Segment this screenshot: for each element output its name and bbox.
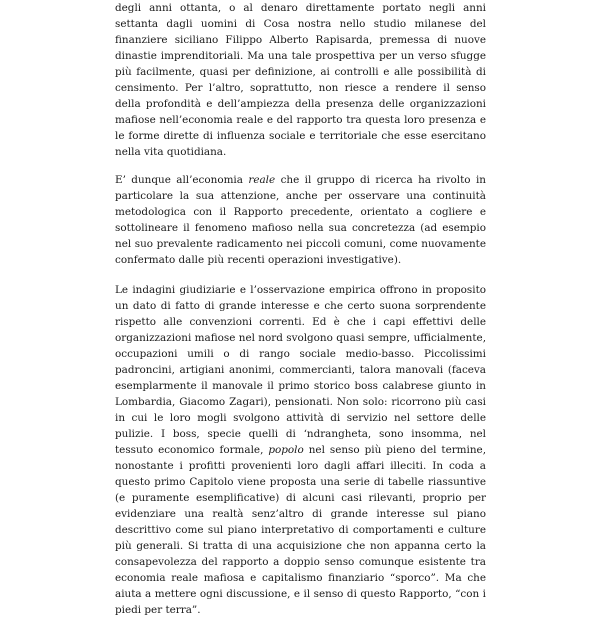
paragraph-3-text-after: nel senso più pieno del termine, nonostante i profitti provenienti loro dagli affari illeciti. In coda a questo primo Capitolo viene proposta una serie di tabelle riassuntive (e puramente esemplificative) di alcuni casi rilevanti, proprio per evidenziare una realtà senz’altro di grande interesse sul piano descrittivo come sul piano interpretativo di comportamenti e culture più generali. Si tratta di una acquisizione che non appanna certo la consapevolezza del rapporto a doppio senso comunque esistente tra economia reale mafiosa e capitalismo finanziario “sporco”. Ma che aiuta a mettere ogni discussione, e il senso di questo Rapporto, “con i piedi per terra”. <box>115 444 487 616</box>
paragraph-spacer <box>115 268 486 282</box>
paragraph-1-text: degli anni ottanta, o al denaro direttamente portato negli anni settanta dagli uomini di Cosa nostra nello studio milanese del finanziere siciliano Filippo Alberto Rapisarda, premessa di nuove dinastie imprenditoriali. Ma una tale prospettiva per un verso sfugge più facilmente, quasi per definizione, ai controlli e alle possibilità di censimento. Per l’altro, soprattutto, non riesce a rendere il senso della profondità e dell’ampiezza della presenza delle organizzazioni mafiose nell’economia reale e del rapporto tra questa loro presenza e le forme dirette di influenza sociale e territoriale che esse esercitano nella vita quotidiana. <box>115 2 486 158</box>
paragraph-3-emphasis: popolo <box>268 444 304 456</box>
document-page <box>115 0 486 618</box>
paragraph-2-emphasis: reale <box>248 174 276 186</box>
paragraph-2-text-after: che il gruppo di ricerca ha rivolto in particolare la sua attenzione, anche per osservare una continuità metodologica con il Rapporto precedente, orientato a cogliere e sottolineare il fenomeno mafioso nella sua concretezza (ad esempio nel suo prevalente radicamento nei piccoli comuni, come nuovamente confermato dalle più recenti operazioni investigative). <box>115 174 487 266</box>
paragraph-3 <box>115 282 486 618</box>
paragraph-1 <box>115 0 486 160</box>
paragraph-2-text-before: E’ dunque all’economia <box>115 174 249 186</box>
paragraph-3-text-before: Le indagini giudiziarie e l’osservazione empirica offrono in proposito un dato di fatto di grande interesse e che certo suona sorprendente rispetto alle convenzioni correnti. Ed è che i capi effettivi delle organizzazioni mafiose nel nord svolgono quasi sempre, ufficialmente, occupazioni umili o di rango sociale medio-basso. Piccolissimi padroncini, artigiani anonimi, commercianti, talora manovali (faceva esemplarmente il manovale il primo storico boss calabrese giunto in Lombardia, Giacomo Zagari), pensionati. Non solo: ricorrono più casi in cui le loro mogli svolgono attività di servizio nel settore delle pulizie. I boss, specie quelli di ‘ndrangheta, sono insomma, nel tessuto economico formale, <box>115 284 486 456</box>
paragraph-spacer <box>115 160 486 172</box>
paragraph-2 <box>115 172 486 268</box>
